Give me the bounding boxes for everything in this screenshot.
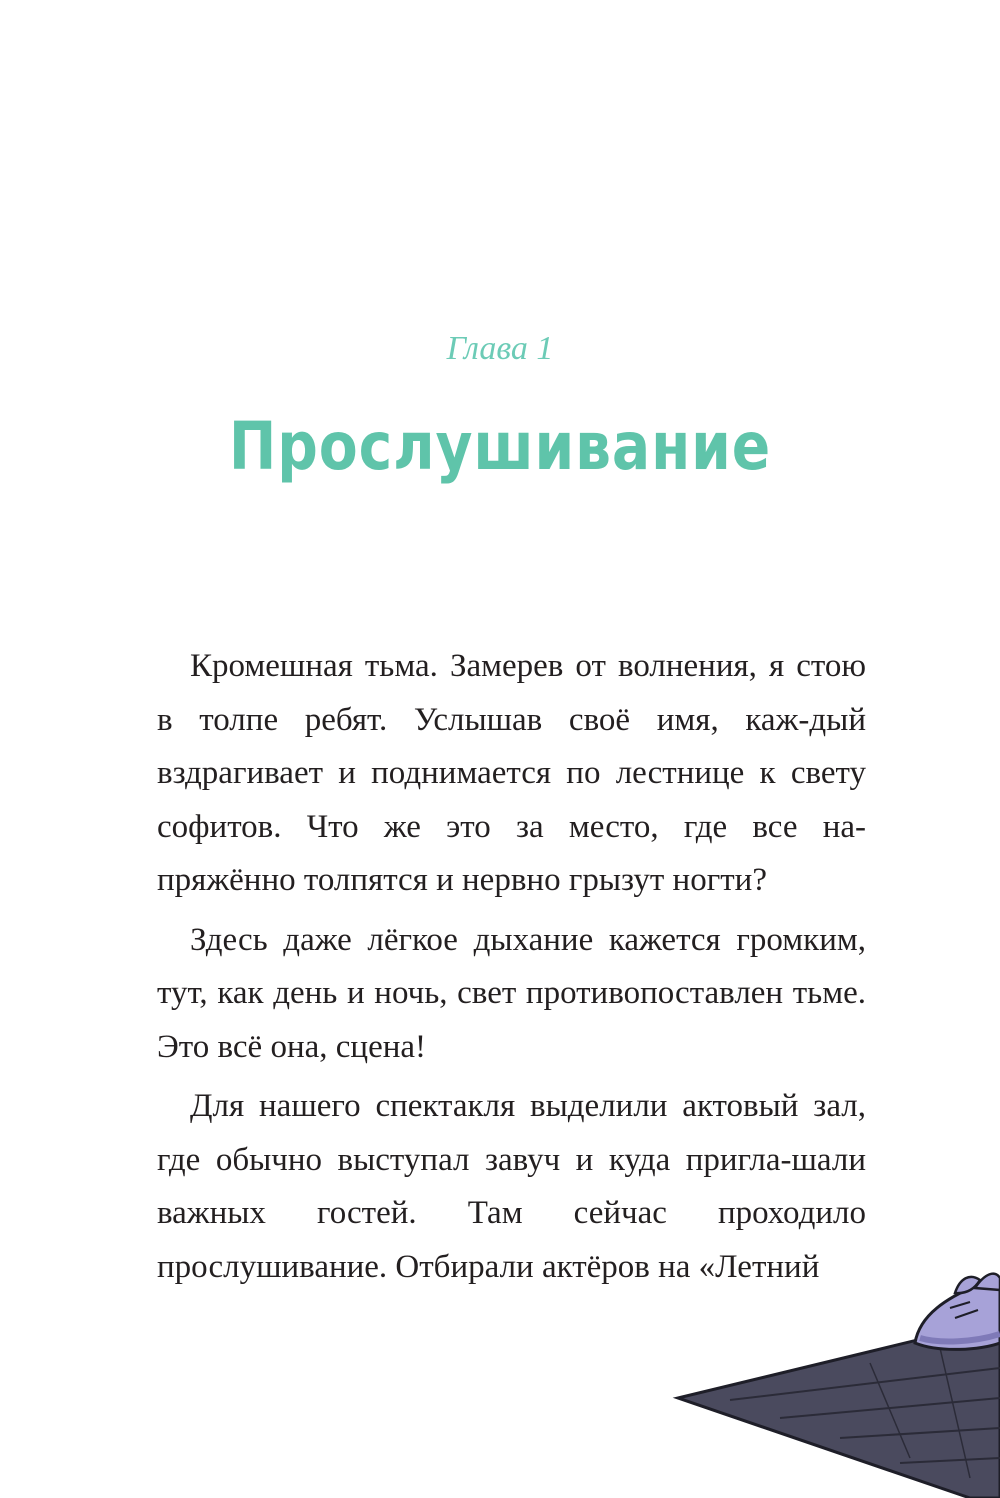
chapter-title: Прослушивание <box>228 408 772 485</box>
paragraph-2: Здесь даже лёгкое дыхание кажется громким, тут, как день и ночь, свет противопоставлен тьме. Это всё она, сцена! <box>157 921 866 1065</box>
paragraph-1: Кромешная тьма. Замерев от волнения, я стою в толпе ребят. Услышав своё имя, каж-дый вздрагивает и поднимается по лестнице к свету софитов. Что же это за место, где все на-пряжённо толпятся и нервно грызут ногти? <box>157 648 866 898</box>
stage-floor-with-shoe-illustration <box>670 1258 1000 1498</box>
body-text <box>157 640 866 1300</box>
paragraph-3: Для нашего спектакля выделили актовый зал, где обычно выступал завуч и куда пригла-шали важных гостей. Там сейчас проходило прослушивание. Отбирали актёров на «Летний <box>157 1088 866 1285</box>
shoe-icon <box>915 1274 1000 1350</box>
chapter-label: Глава 1 <box>446 330 554 367</box>
